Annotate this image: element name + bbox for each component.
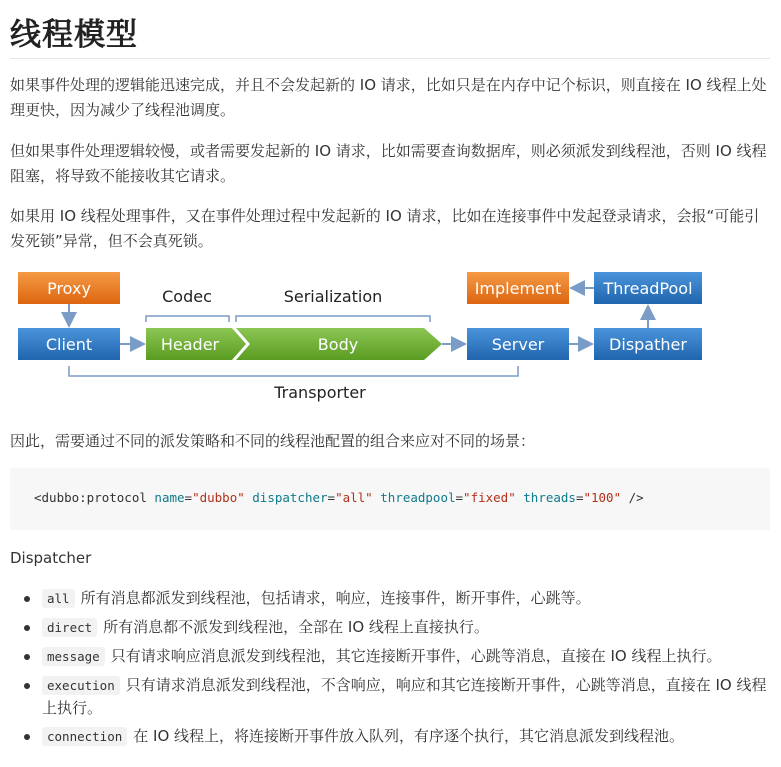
- code-val-threads: "100": [583, 490, 622, 505]
- dispatcher-desc: 在 IO 线程上，将连接断开事件放入队列，有序逐个执行，其它消息派发到线程池。: [133, 727, 685, 745]
- client-label: Client: [45, 335, 93, 354]
- codec-bracket: [146, 287, 229, 322]
- list-item-message: [10, 645, 770, 668]
- body-label: Body: [317, 335, 359, 354]
- bullet-icon: [24, 683, 30, 689]
- thread-model-diagram: [0, 262, 781, 408]
- codec-label: Codec: [162, 287, 212, 306]
- client-box: [18, 328, 120, 360]
- bullet-icon: [24, 596, 30, 602]
- server-box: [467, 328, 569, 360]
- dispatcher-heading: Dispatcher: [10, 549, 92, 567]
- code-attr-threads: threads: [523, 490, 576, 505]
- body-box: [236, 328, 442, 360]
- dispatcher-key: all: [42, 589, 75, 608]
- list-item-direct: [10, 616, 770, 639]
- paragraph-1: 如果事件处理的逻辑能迅速完成，并且不会发起新的 IO 请求，比如只是在内存中记个标识，则直接在 IO 线程上处理更快，因为减少了线程池调度。: [10, 76, 767, 119]
- implement-label: Implement: [474, 279, 562, 298]
- code-tag-open: <dubbo:protocol: [34, 490, 147, 505]
- scenario-intro: 因此，需要通过不同的派发策略和不同的线程池配置的组合来应对不同的场景：: [10, 432, 536, 450]
- transporter-bracket: [69, 366, 518, 402]
- code-val-name: "dubbo": [192, 490, 245, 505]
- threadpool-label: ThreadPool: [603, 279, 693, 298]
- dispatcher-key: execution: [42, 676, 120, 695]
- serialization-bracket: [236, 287, 430, 322]
- dispatcher-desc: 所有消息都不派发到线程池，全部在 IO 线程上直接执行。: [103, 618, 489, 636]
- transporter-label: Transporter: [274, 383, 366, 402]
- page-title: 线程模型: [10, 17, 138, 53]
- threadpool-box: [594, 272, 702, 304]
- dispatcher-list: [10, 587, 770, 754]
- list-item-execution: [10, 674, 770, 719]
- code-attr-threadpool: threadpool: [380, 490, 456, 505]
- server-label: Server: [491, 335, 545, 354]
- code-block: [10, 468, 770, 530]
- list-item-connection: [10, 725, 770, 748]
- proxy-box: [18, 272, 120, 304]
- title-divider: [10, 58, 770, 59]
- dispatcher-label: Dispather: [609, 335, 687, 354]
- paragraph-3: 如果用 IO 线程处理事件，又在事件处理过程中发起新的 IO 请求，比如在连接事件中发起登录请求，会报“可能引发死锁”异常，但不会真死锁。: [10, 207, 760, 250]
- code-line: <dubbo:protocol name="dubbo" dispatcher="all" threadpool="fixed" threads="100" />: [34, 490, 644, 505]
- implement-box: [467, 272, 569, 304]
- paragraph-2: 但如果事件处理逻辑较慢，或者需要发起新的 IO 请求，比如需要查询数据库，则必须派发到线程池，否则 IO 线程阻塞，将导致不能接收其它请求。: [10, 142, 767, 185]
- code-attr-name: name: [154, 490, 185, 505]
- header-label: Header: [160, 335, 220, 354]
- code-val-threadpool: "fixed": [463, 490, 516, 505]
- dispatcher-box: [594, 328, 702, 360]
- code-tag-close: />: [628, 490, 644, 505]
- code-val-dispatcher: "all": [335, 490, 373, 505]
- dispatcher-key: direct: [42, 618, 97, 637]
- bullet-icon: [24, 625, 30, 631]
- dispatcher-desc: 只有请求消息派发到线程池，不含响应，响应和其它连接断开事件，心跳等消息，直接在 IO 线程上执行。: [42, 676, 767, 717]
- dispatcher-key: connection: [42, 727, 127, 746]
- dispatcher-desc: 只有请求响应消息派发到线程池，其它连接断开事件，心跳等消息，直接在 IO 线程上执行。: [110, 647, 722, 665]
- code-attr-dispatcher: dispatcher: [252, 490, 328, 505]
- dispatcher-desc: 所有消息都派发到线程池，包括请求，响应，连接事件，断开事件，心跳等。: [80, 589, 591, 607]
- proxy-label: Proxy: [47, 279, 91, 298]
- dispatcher-key: message: [42, 647, 105, 666]
- bullet-icon: [24, 734, 30, 740]
- list-item-all: [10, 587, 770, 610]
- serialization-label: Serialization: [283, 287, 383, 306]
- header-box: [146, 328, 246, 360]
- bullet-icon: [24, 654, 30, 660]
